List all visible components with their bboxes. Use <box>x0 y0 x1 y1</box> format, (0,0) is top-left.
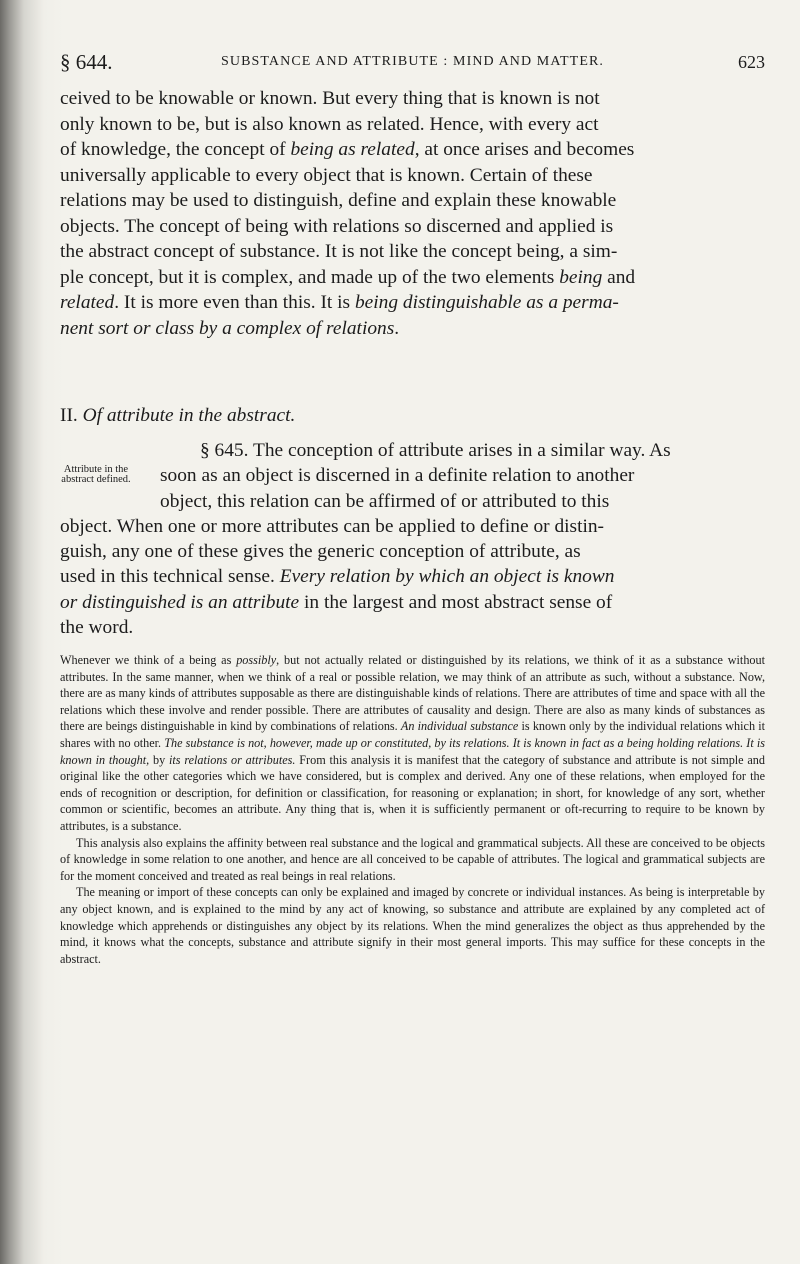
emphasis: being distinguishable as a perma- <box>354 292 619 313</box>
text-line: or distinguished is an attribute in the largest and most abstract sense of <box>60 591 613 613</box>
text-line: of knowledge, the concept of being as related, at once arises and becomes <box>60 139 635 160</box>
text-line: object, this relation can be affirmed of or attributed to this <box>160 490 610 512</box>
text-line: nent sort or class by a complex of relations. <box>60 317 400 339</box>
section-reference: § 644. <box>60 50 113 74</box>
emphasis: being <box>559 266 603 288</box>
text-line: § 645. The conception of attribute arises in a similar way. As <box>200 440 671 461</box>
text-line: the word. <box>60 617 134 639</box>
page-header <box>60 50 765 80</box>
text-line: relations may be used to distinguish, define and explain these knowable <box>60 190 617 211</box>
text-line: objects. The concept of being with relations so discerned and applied is <box>60 215 614 237</box>
emphasis: Every relation by which an object is known <box>279 566 615 588</box>
section-heading <box>60 405 295 427</box>
text-line: object. When one or more attributes can be applied to define or distin- <box>60 515 605 537</box>
note-paragraph: This analysis also explains the affinity between real substance and the logical and grammatical subjects. All these are conceived to be objects of knowledge in some relation to one another, and hence are all conceived to be capable of attributes. The logical and grammatical subjects are for the moment conceived and treated as real beings in real relations. <box>60 835 765 883</box>
emphasis: or distinguished is an attribute <box>60 591 300 613</box>
note-paragraph: Whenever we think of a being as possibly, but not actually related or distinguished by its relations, we think of it as a substance without attributes. In the same manner, when we think of a real or possible relation, we may think of an attribute as such, without a substance. Now, there are as many kinds of attributes supposable as there are distinguishable kinds of relations. There are attributes of time and space with all the relations which these involve and render possible. There are attributes of causality and design. There are also as many kinds of substances as there are beings distinguishable in kind by combinations of relations. An individual substance is known only by the individual relations which it shares with no other. The substance is not, however, made up or constituted, by its relations. It is known in fact as a being holding relations. It is known in thought, by its relations or attributes. From this analysis it is manifest that the category of substance and attribute is not simple and original like the other categories which we have considered, but is complex and derived. Any one of these relations, when employed for the ends of recognition or description, for definition or classification, for reasoning or explanation; in short, for knowledge of any sort, whether common or scientific, becomes an attribute. Any thing that is, when it is sufficiently permanent or oft-recurring to require to be known by attributes, is a substance. <box>60 653 765 833</box>
paragraph-intro <box>60 86 765 341</box>
text-line: ceived to be knowable or known. But every thing that is known is not <box>60 88 600 109</box>
text-line: used in this technical sense. Every relation by which an object is known <box>60 566 615 588</box>
text-line: soon as an object is discerned in a definite relation to another <box>160 465 635 487</box>
small-print-notes <box>60 652 765 967</box>
emphasis: related <box>60 292 115 313</box>
emphasis: being as related <box>290 139 415 160</box>
heading-title: Of attribute in the abstract. <box>82 405 296 426</box>
paragraph-attribute <box>60 438 765 640</box>
note-paragraph: The meaning or import of these concepts can only be explained and imaged by concrete or individual instances. As being is interpretable by any object known, and is explained to the mind by any act of knowing, so substance and attribute are explained by any completed act of knowledge which apprehends or distinguishes any object by its relations. When the mind generalizes the object as thus apprehended by the mind, it knows what the concepts, substance and attribute signify in their most general imports. This may suffice for these concepts in the abstract. <box>60 885 765 966</box>
running-title: SUBSTANCE AND ATTRIBUTE : MIND AND MATTER. <box>220 54 605 69</box>
text-line: ple concept, but it is complex, and made up of the two elements being and <box>60 266 636 288</box>
heading-number: II. <box>60 405 78 426</box>
text-line: related. It is more even than this. It is being distinguishable as a perma- <box>60 292 619 313</box>
text-line: universally applicable to every object that is known. Certain of these <box>60 164 593 186</box>
page-number: 623 <box>738 52 765 72</box>
emphasis: nent sort or class by a complex of relations <box>60 317 395 339</box>
margin-note: Attribute in the abstract defined. <box>61 464 131 485</box>
text-line: guish, any one of these gives the generic conception of attribute, as <box>60 541 581 563</box>
text-line: only known to be, but is also known as related. Hence, with every act <box>60 113 599 135</box>
text-line: the abstract concept of substance. It is not like the concept being, a sim- <box>60 241 618 262</box>
